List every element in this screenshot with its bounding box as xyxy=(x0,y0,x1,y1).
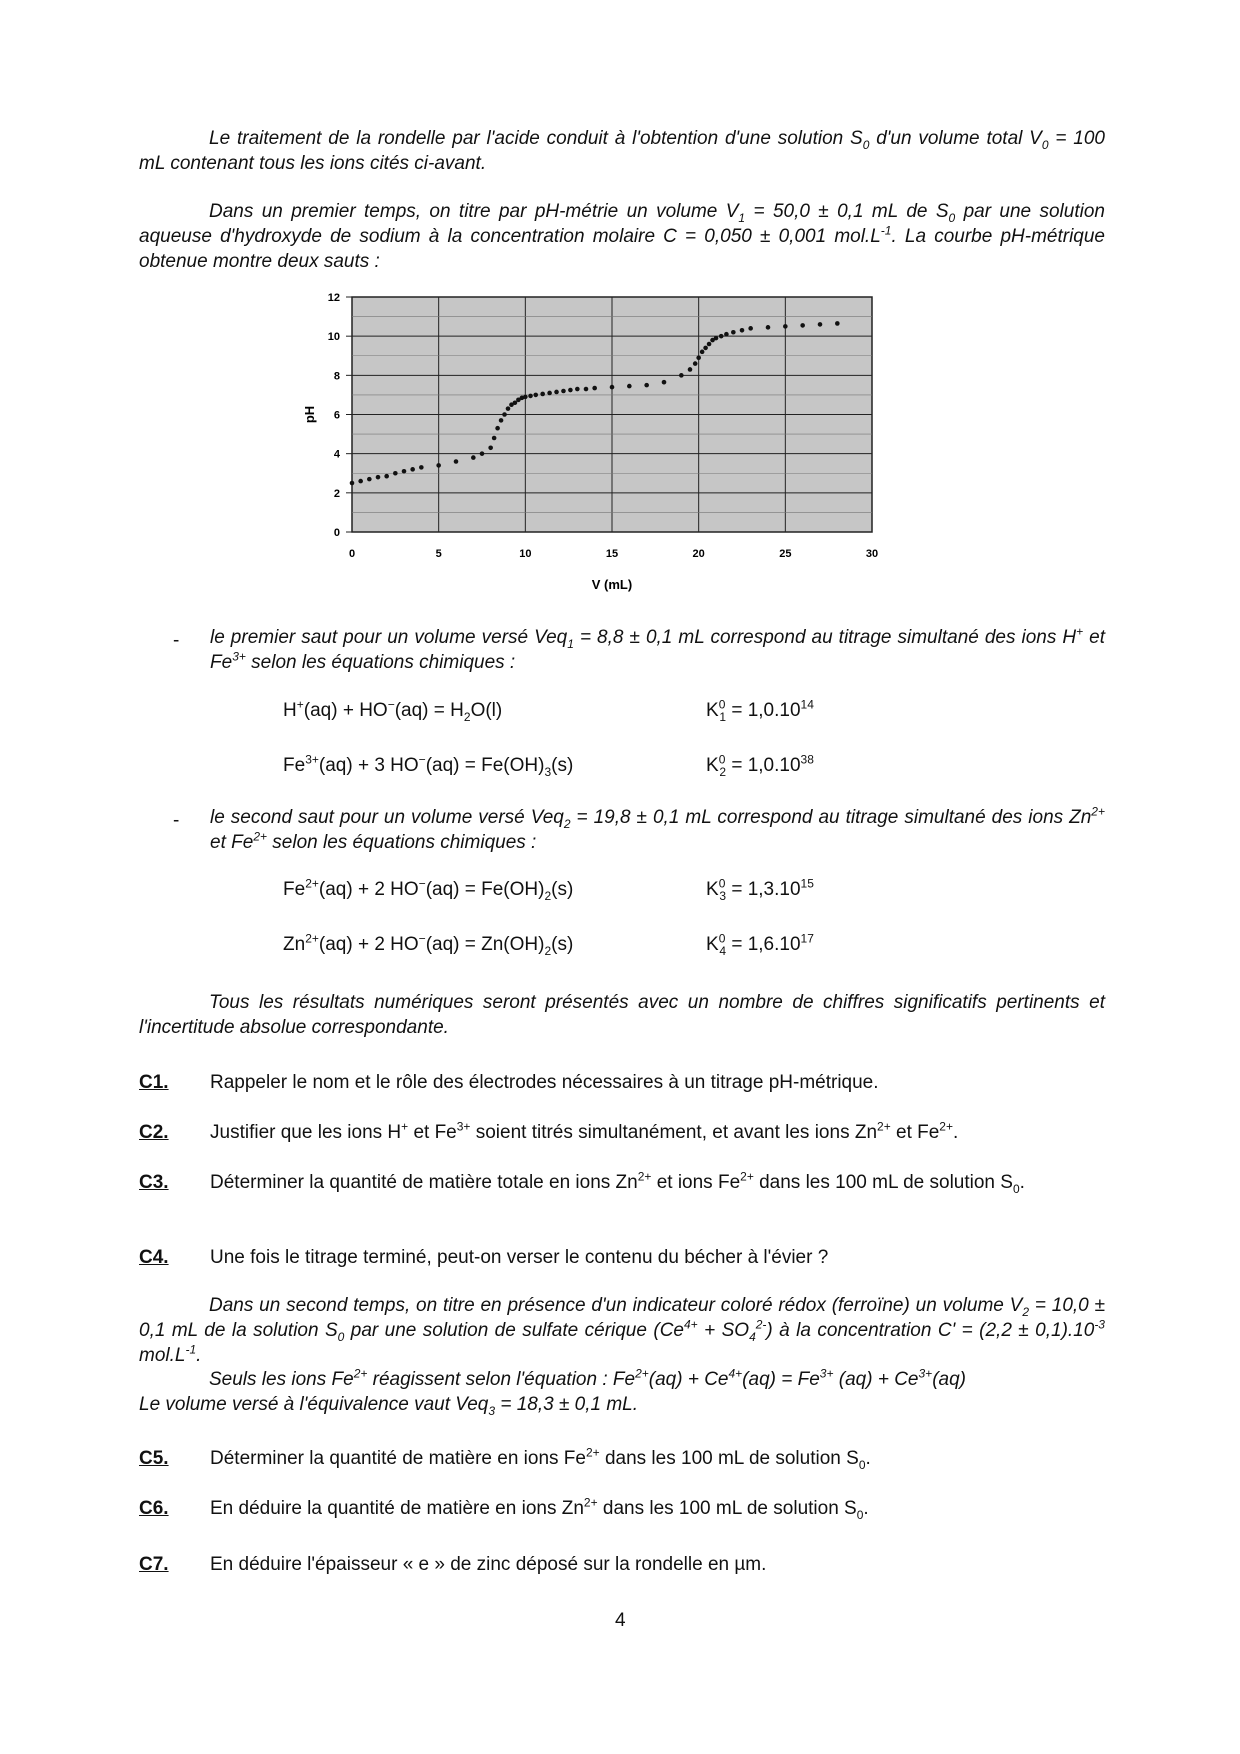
data-point xyxy=(506,406,511,411)
data-point xyxy=(818,322,823,327)
saut1-paragraph xyxy=(210,625,1105,675)
text: 14 xyxy=(800,697,814,712)
y-tick-label: 6 xyxy=(333,409,340,422)
y-axis-label: pH xyxy=(302,405,317,424)
text: (aq) = Fe(OH) xyxy=(425,755,545,776)
data-point xyxy=(766,325,771,330)
text: 3+ xyxy=(918,1366,933,1381)
text: 0 xyxy=(337,1329,345,1344)
text: et Fe xyxy=(890,1122,940,1143)
x-tick-label: 0 xyxy=(348,548,356,560)
data-point xyxy=(575,387,580,392)
question-label-c5: C5. xyxy=(139,1448,169,1469)
data-point xyxy=(419,465,424,470)
y-tick-label: 10 xyxy=(327,331,340,344)
text: 15 xyxy=(800,876,814,891)
data-point xyxy=(696,355,701,360)
data-point xyxy=(700,350,705,355)
data-point xyxy=(533,393,538,398)
text: . xyxy=(952,1122,959,1143)
ph-titration-chart xyxy=(290,285,910,595)
text: 4 xyxy=(749,1329,756,1344)
text: − xyxy=(418,931,426,946)
data-point xyxy=(688,367,693,372)
text: Le traitement de la rondelle par l'acide conduit à l'obtention d'une solution S xyxy=(209,128,863,149)
text: Dans un premier temps, on titre par pH-métrie un volume V xyxy=(209,201,739,222)
text: − xyxy=(387,697,395,712)
text: 3+ xyxy=(232,649,246,664)
y-tick-label: 4 xyxy=(333,448,340,461)
text: 2 xyxy=(1022,1304,1030,1319)
text: et Fe xyxy=(210,832,254,853)
text: 2+ xyxy=(305,876,319,891)
text: = 1,0.10 xyxy=(726,755,801,776)
data-point xyxy=(703,346,708,351)
equation-2 xyxy=(283,753,573,778)
data-point xyxy=(523,395,528,400)
data-point xyxy=(384,474,389,479)
intro-paragraph-2 xyxy=(139,199,1105,274)
text: 0 xyxy=(718,931,726,946)
text: . La courbe pH-métrique obtenue montre deux sauts : xyxy=(139,226,1105,272)
data-point xyxy=(592,386,597,391)
text: 3 xyxy=(719,888,727,903)
text: 2 xyxy=(544,943,552,958)
text: + xyxy=(1076,624,1084,639)
question-label-c4: C4. xyxy=(139,1247,169,1268)
data-point xyxy=(495,426,500,431)
data-point xyxy=(350,481,355,486)
question-label-c2: C2. xyxy=(139,1122,169,1143)
text: + SO xyxy=(697,1320,750,1341)
text: 2+ xyxy=(583,1495,598,1510)
text: (aq) + 2 HO xyxy=(318,934,419,955)
constant-k2 xyxy=(706,753,814,778)
x-tick-label: 15 xyxy=(605,548,619,560)
text: − xyxy=(418,752,426,767)
text: 3+ xyxy=(456,1119,471,1134)
data-point xyxy=(627,384,632,389)
data-point xyxy=(410,467,415,472)
text: = 10,0 ± 0,1 mL de la solution S xyxy=(139,1295,1105,1341)
data-point xyxy=(358,479,363,484)
text: dans les 100 mL de solution S xyxy=(753,1172,1013,1193)
text: = 18,3 ± 0,1 mL. xyxy=(495,1394,639,1415)
text: = 100 mL contenant tous les ions cités ci-avant. xyxy=(139,128,1105,174)
text: dans les 100 mL de solution S xyxy=(599,1448,859,1469)
data-point xyxy=(568,388,573,393)
text: -3 xyxy=(1094,1317,1105,1332)
text: 2+ xyxy=(585,1445,600,1460)
text: par une solution aqueuse d'hydroxyde de sodium à la concentration molaire C = 0,050 ± 0,001 mol.L xyxy=(139,201,1105,247)
data-point xyxy=(644,383,649,388)
text: Dans un second temps, on titre en présence d'un indicateur coloré rédox (ferroïne) un volume V xyxy=(209,1295,1023,1316)
y-tick-label: 2 xyxy=(333,487,340,500)
text: = 1,0.10 xyxy=(726,700,801,721)
text: 2 xyxy=(563,816,571,831)
text: 17 xyxy=(800,931,814,946)
text: (aq) + 2 HO xyxy=(318,879,419,900)
text: 38 xyxy=(800,752,814,767)
text: le second saut pour un volume versé Veq xyxy=(210,807,564,828)
text: selon les équations chimiques : xyxy=(245,652,516,673)
second-titration-paragraph xyxy=(139,1293,1105,1368)
question-c3 xyxy=(210,1170,1110,1195)
data-point xyxy=(547,391,552,396)
text: 0 xyxy=(1012,1181,1020,1196)
bullet-dash: - xyxy=(173,630,180,651)
text: = 50,0 ± 0,1 mL de S xyxy=(745,201,949,222)
text: . xyxy=(196,1345,202,1366)
text: 2 xyxy=(544,888,552,903)
data-point xyxy=(693,361,698,366)
text: 2+ xyxy=(877,1119,891,1134)
data-point xyxy=(610,385,615,390)
text: H xyxy=(283,700,297,721)
text: (aq) = Fe(OH) xyxy=(425,879,545,900)
data-point xyxy=(367,477,372,482)
text: 2+ xyxy=(1091,804,1105,819)
text: . xyxy=(865,1448,871,1469)
data-point xyxy=(679,373,684,378)
text: K xyxy=(706,934,719,955)
data-point xyxy=(554,390,559,395)
text: soient titrés simultanément, et avant les ions Zn xyxy=(470,1122,878,1143)
text: − xyxy=(418,876,426,891)
data-point xyxy=(402,469,407,474)
text: Fe xyxy=(283,879,306,900)
text: 3+ xyxy=(819,1366,834,1381)
question-label-c3: C3. xyxy=(139,1172,169,1193)
text: Zn xyxy=(283,934,306,955)
text: (aq) = H xyxy=(394,700,464,721)
equation-4 xyxy=(283,932,573,957)
text: -1 xyxy=(880,223,892,238)
text: + xyxy=(401,1119,409,1134)
text: (aq) + Ce xyxy=(648,1369,729,1390)
text: 1 xyxy=(567,636,574,651)
text: réagissent selon l'équation : Fe xyxy=(367,1369,636,1390)
text: 1 xyxy=(719,709,727,724)
text: = 8,8 ± 0,1 mL correspond au titrage simultané des ions H xyxy=(573,627,1077,648)
x-tick-label: 20 xyxy=(692,548,705,560)
data-point xyxy=(719,334,724,339)
text: (s) xyxy=(551,755,574,776)
text: 1 xyxy=(738,210,746,225)
question-label-c7: C7. xyxy=(139,1554,169,1575)
bullet-dash: - xyxy=(173,810,180,831)
data-point xyxy=(471,455,476,460)
question-c1: Rappeler le nom et le rôle des électrodes nécessaires à un titrage pH-métrique. xyxy=(210,1072,879,1093)
constant-k3 xyxy=(706,877,814,902)
text: = 1,3.10 xyxy=(726,879,801,900)
data-point xyxy=(454,459,459,464)
data-point xyxy=(707,342,712,347)
data-point xyxy=(488,445,493,450)
text: Déterminer la quantité de matière en ions Fe xyxy=(210,1448,586,1469)
text: + xyxy=(296,697,304,712)
constant-k1 xyxy=(706,698,814,723)
text: O(l) xyxy=(470,700,503,721)
second-titration-equation-line xyxy=(209,1367,966,1392)
text: ) à la concentration C' = (2,2 ± 0,1).10 xyxy=(766,1320,1095,1341)
results-note: Tous les résultats numériques seront présentés avec un nombre de chiffres significatifs pertinents et l'incertitude absolue correspondante. xyxy=(139,992,1105,1038)
data-point xyxy=(393,471,398,476)
text: dans les 100 mL de solution S xyxy=(597,1498,857,1519)
question-c7: En déduire l'épaisseur « e » de zinc déposé sur la rondelle en µm. xyxy=(210,1554,767,1575)
text: 2+ xyxy=(253,829,267,844)
x-axis-label: V (mL) xyxy=(591,577,633,592)
text: 2+ xyxy=(305,931,319,946)
text: 2+ xyxy=(637,1169,652,1184)
question-c4: Une fois le titrage terminé, peut-on verser le contenu du bécher à l'évier ? xyxy=(210,1247,829,1268)
data-point xyxy=(584,387,589,392)
data-point xyxy=(724,332,729,337)
text: 3+ xyxy=(305,752,319,767)
data-point xyxy=(740,328,745,333)
data-point xyxy=(376,475,381,480)
page-number: 4 xyxy=(615,1610,626,1631)
text: 4 xyxy=(719,943,727,958)
text: 0 xyxy=(858,1457,866,1472)
data-point xyxy=(492,436,497,441)
data-point xyxy=(783,324,788,329)
data-point xyxy=(714,336,719,341)
question-c5 xyxy=(210,1446,1110,1471)
y-tick-label: 0 xyxy=(333,527,340,539)
plot-area xyxy=(302,292,878,592)
text: = 1,6.10 xyxy=(726,934,801,955)
text: 2 xyxy=(463,709,471,724)
text: selon les équations chimiques : xyxy=(267,832,537,853)
text: (aq) xyxy=(932,1369,966,1390)
data-point xyxy=(835,321,840,326)
equation-1 xyxy=(283,698,502,723)
question-c2 xyxy=(210,1120,1110,1145)
y-tick-label: 8 xyxy=(333,370,340,383)
data-point xyxy=(499,418,504,423)
text: (aq) = Fe xyxy=(742,1369,820,1390)
text: (s) xyxy=(551,934,574,955)
text: Seuls les ions Fe xyxy=(209,1369,354,1390)
text: K xyxy=(706,755,719,776)
text: (s) xyxy=(551,879,574,900)
text: (aq) + 3 HO xyxy=(318,755,419,776)
x-tick-label: 5 xyxy=(435,548,442,560)
data-point xyxy=(561,389,566,394)
text: K xyxy=(706,879,719,900)
text: et Fe xyxy=(210,627,1105,673)
text: 0 xyxy=(856,1507,864,1522)
text: (aq) + Ce xyxy=(833,1369,919,1390)
text: Déterminer la quantité de matière totale en ions Zn xyxy=(210,1172,638,1193)
text: . xyxy=(863,1498,869,1519)
x-tick-label: 10 xyxy=(519,548,532,560)
y-tick-label: 12 xyxy=(327,292,340,304)
x-tick-label: 25 xyxy=(779,548,792,560)
saut2-paragraph xyxy=(210,805,1105,855)
text: 2+ xyxy=(939,1119,953,1134)
text: (aq) = Zn(OH) xyxy=(425,934,545,955)
text: 0 xyxy=(862,137,870,152)
text: = 19,8 ± 0,1 mL correspond au titrage simultané des ions Zn xyxy=(570,807,1092,828)
intro-paragraph-1 xyxy=(139,126,1105,176)
data-point xyxy=(436,463,441,468)
text: 0 xyxy=(718,697,726,712)
data-point xyxy=(800,323,805,328)
text: d'un volume total V xyxy=(869,128,1042,149)
data-point xyxy=(731,330,736,335)
text: Fe xyxy=(283,755,306,776)
text: 2+ xyxy=(635,1366,649,1381)
text: 0 xyxy=(948,210,956,225)
text: 0 xyxy=(718,876,726,891)
data-point xyxy=(662,380,667,385)
equation-3 xyxy=(283,877,573,902)
text: et Fe xyxy=(408,1122,457,1143)
text: 2 xyxy=(719,764,727,779)
data-point xyxy=(502,412,507,417)
text: le premier saut pour un volume versé Veq xyxy=(210,627,568,648)
data-point xyxy=(748,326,753,331)
text: et ions Fe xyxy=(651,1172,741,1193)
text: 4+ xyxy=(683,1317,698,1332)
data-point xyxy=(540,392,545,397)
x-tick-label: 30 xyxy=(865,548,879,560)
text: Le volume versé à l'équivalence vaut Veq xyxy=(139,1394,489,1415)
text: 3 xyxy=(544,764,552,779)
question-label-c1: C1. xyxy=(139,1072,169,1093)
text: 2- xyxy=(755,1317,767,1332)
text: 0 xyxy=(718,752,726,767)
text: (aq) + HO xyxy=(303,700,388,721)
text: K xyxy=(706,700,719,721)
text: 2+ xyxy=(740,1169,754,1184)
constant-k4 xyxy=(706,932,814,957)
text: 2+ xyxy=(353,1366,368,1381)
text: En déduire la quantité de matière en ions Zn xyxy=(210,1498,584,1519)
text: mol.L xyxy=(139,1345,186,1366)
data-point xyxy=(528,394,533,399)
text: . xyxy=(1019,1172,1025,1193)
question-label-c6: C6. xyxy=(139,1498,169,1519)
second-titration-volume-line xyxy=(139,1392,638,1417)
text: 0 xyxy=(1041,137,1049,152)
text: Justifier que les ions H xyxy=(210,1122,402,1143)
text: par une solution de sulfate cérique (Ce xyxy=(344,1320,684,1341)
text: -1 xyxy=(185,1342,197,1357)
question-c6 xyxy=(210,1496,1110,1521)
text: 4+ xyxy=(728,1366,743,1381)
data-point xyxy=(480,451,485,456)
text: 3 xyxy=(488,1403,496,1418)
